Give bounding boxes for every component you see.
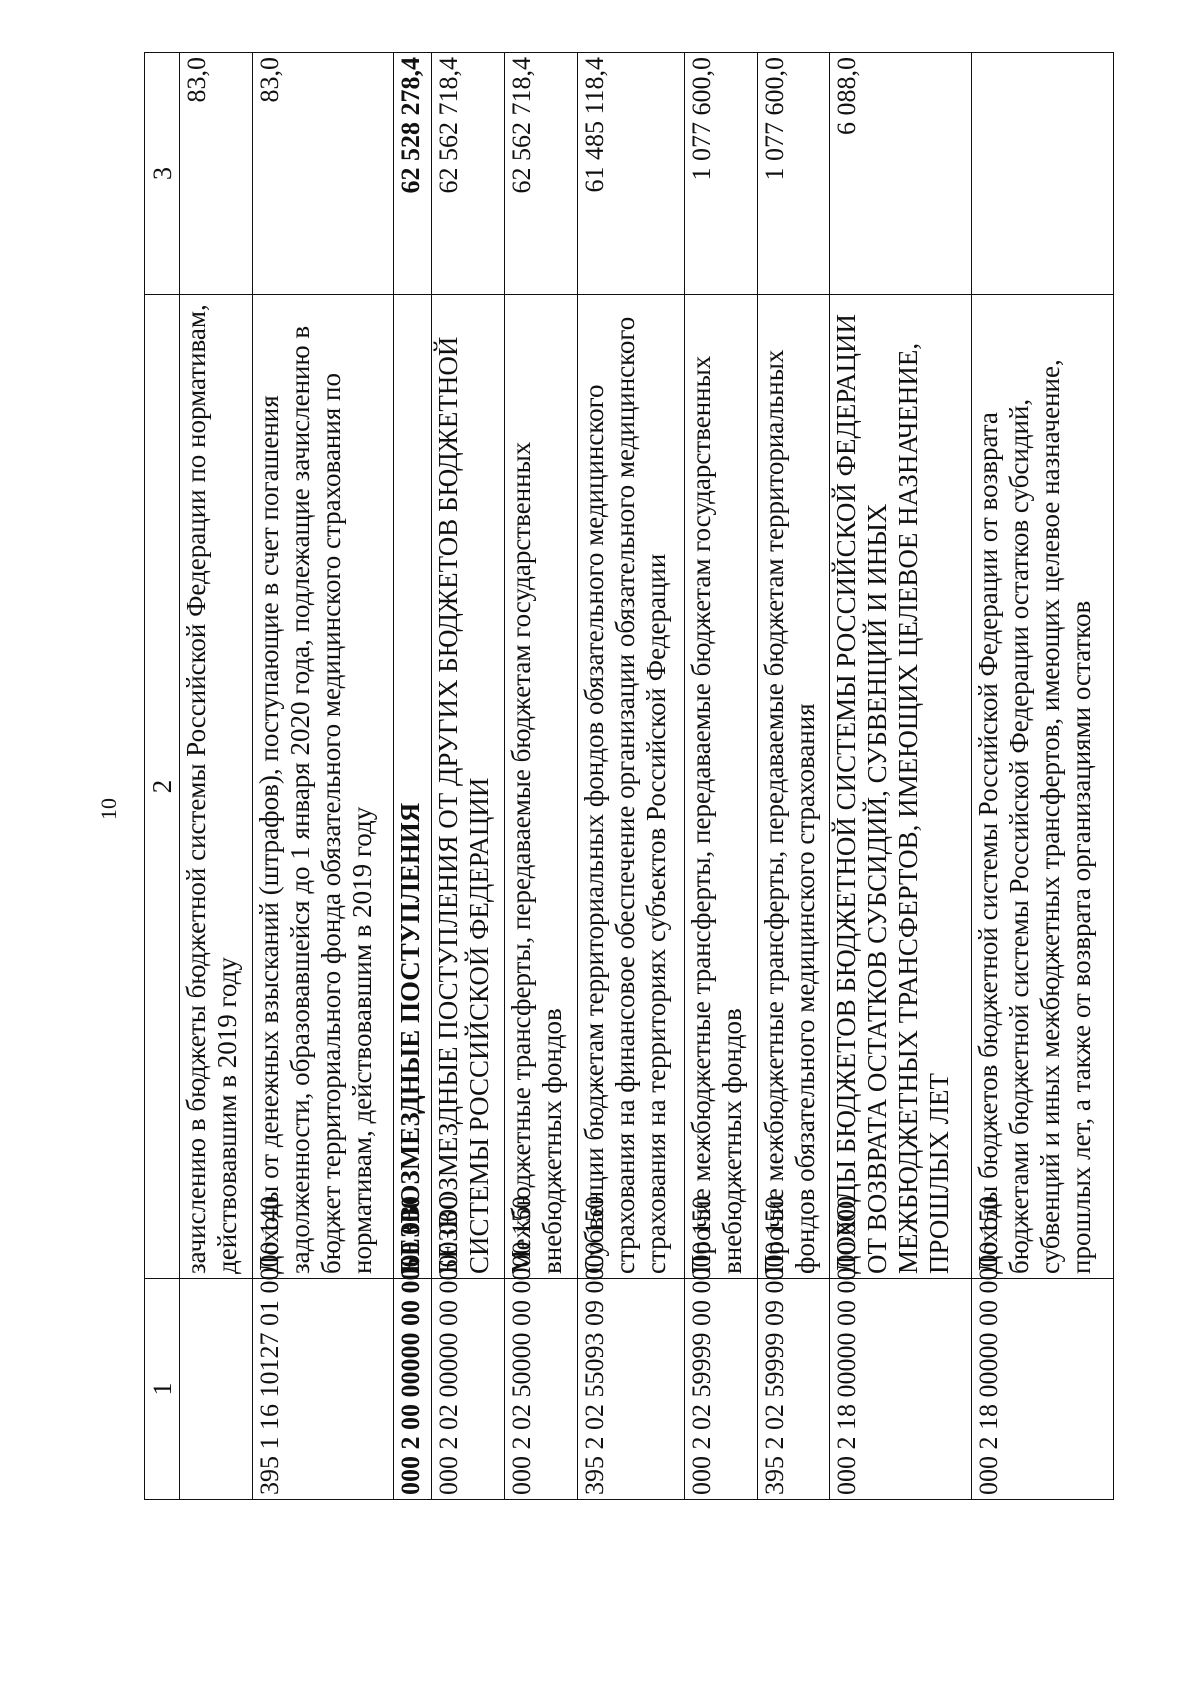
row-sum: 1 077 600,0 <box>684 53 757 295</box>
rotated-page-content <box>144 57 1114 1500</box>
row-code: 000 2 18 00000 00 0000 150 <box>972 1279 1114 1500</box>
table-row <box>684 53 757 1500</box>
row-name: БЕЗВОЗМЕЗДНЫЕ ПОСТУПЛЕНИЯ <box>394 295 432 1279</box>
row-sum: 6 088,0 <box>830 53 972 295</box>
row-code: 395 2 02 55093 09 0000 150 <box>577 1279 684 1500</box>
row-sum: 62 562 718,4 <box>432 53 505 295</box>
page-number: 10 <box>96 798 121 820</box>
row-name: Прочие межбюджетные трансферты, передаваемые бюджетам государственных внебюджетных фондов <box>684 295 757 1279</box>
column-header-3: 3 <box>145 53 180 295</box>
row-sum: 83,0 <box>252 53 394 295</box>
row-sum: 1 077 600,0 <box>757 53 830 295</box>
row-name: Прочие межбюджетные трансферты, передаваемые бюджетам территориальных фондов обязательного медицинского страхования <box>757 295 830 1279</box>
row-code: 000 2 02 59999 00 0000 150 <box>684 1279 757 1500</box>
table-row <box>972 53 1114 1500</box>
row-sum: 61 485 118,4 <box>577 53 684 295</box>
table-row <box>394 53 432 1500</box>
table-row <box>180 53 253 1500</box>
table-row <box>830 53 972 1500</box>
row-code: 000 2 00 00000 00 0000 000 <box>394 1279 432 1500</box>
row-code: 000 2 18 00000 00 0000 000 <box>830 1279 972 1500</box>
row-code <box>180 1279 253 1500</box>
table-row <box>757 53 830 1500</box>
row-name: Межбюджетные трансферты, передаваемые бюджетам государственных внебюджетных фондов <box>505 295 578 1279</box>
row-code: 000 2 02 00000 00 0000 000 <box>432 1279 505 1500</box>
row-code: 395 1 16 10127 01 0000 140 <box>252 1279 394 1500</box>
table-row <box>252 53 394 1500</box>
row-name: ДОХОДЫ БЮДЖЕТОВ БЮДЖЕТНОЙ СИСТЕМЫ РОССИЙСКОЙ ФЕДЕРАЦИИ ОТ ВОЗВРАТА ОСТАТКОВ СУБСИДИЙ, СУБВЕНЦИЙ И ИНЫХ МЕЖБЮДЖЕТНЫХ ТРАНСФЕРТОВ, ИМЕЮЩИХ ЦЕЛЕВОЕ НАЗНАЧЕНИЕ, ПРОШЛЫХ ЛЕТ <box>830 295 972 1279</box>
row-sum <box>972 53 1114 295</box>
table-row <box>432 53 505 1500</box>
row-name: Доходы от денежных взысканий (штрафов), поступающие в счет погашения задолженности, образовавшейся до 1 января 2020 года, подлежащие зачислению в бюджет территориального фонда обязательного медицинского страхования по нормативам, действовавшим в 2019 году <box>252 295 394 1279</box>
row-code: 000 2 02 50000 00 0000 150 <box>505 1279 578 1500</box>
row-sum: 62 528 278,4 <box>394 53 432 295</box>
row-sum: 62 562 718,4 <box>505 53 578 295</box>
row-name: зачислению в бюджеты бюджетной системы Российской Федерации по нормативам, действовавшим в 2019 году <box>180 295 253 1279</box>
row-name: Доходы бюджетов бюджетной системы Российской Федерации от возврата бюджетами бюджетной системы Российской Федерации остатков субсидий, субвенций и иных межбюджетных трансфертов, имеющих целевое назначение, прошлых лет, а также от возврата организациями остатков <box>972 295 1114 1279</box>
row-sum: 83,0 <box>180 53 253 295</box>
row-name: Субвенции бюджетам территориальных фондов обязательного медицинского страхования на финансовое обеспечение организации обязательного медицинского страхования на территориях субъектов Российской Федерации <box>577 295 684 1279</box>
revenue-table <box>144 52 1114 1500</box>
column-header-2: 2 <box>145 295 180 1279</box>
table-row <box>577 53 684 1500</box>
table-header-row <box>145 53 180 1500</box>
column-header-1: 1 <box>145 1279 180 1500</box>
row-name: БЕЗВОЗМЕЗДНЫЕ ПОСТУПЛЕНИЯ ОТ ДРУГИХ БЮДЖЕТОВ БЮДЖЕТНОЙ СИСТЕМЫ РОССИЙСКОЙ ФЕДЕРАЦИИ <box>432 295 505 1279</box>
table-row <box>505 53 578 1500</box>
row-code: 395 2 02 59999 09 0000 150 <box>757 1279 830 1500</box>
